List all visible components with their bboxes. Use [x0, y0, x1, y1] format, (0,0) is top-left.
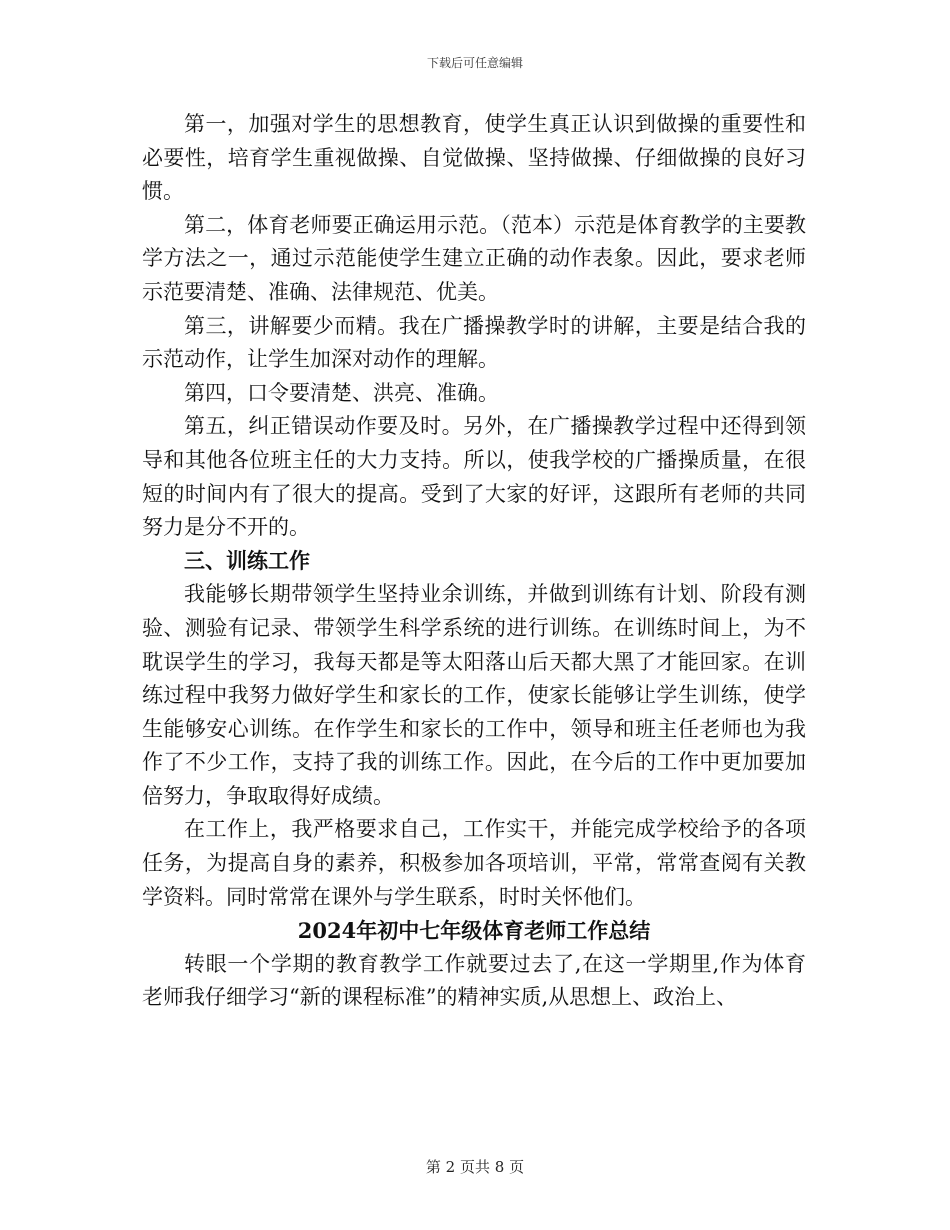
paragraph-8: 转眼一个学期的教育教学工作就要过去了,在这一学期里,作为体育老师我仔细学习“新的课程标准”的精神实质,从思想上、政治上、 [142, 951, 806, 1010]
paragraph-1: 第一，加强对学生的思想教育，使学生真正认识到做操的重要性和必要性，培育学生重视做操、自觉做操、坚持做操、仔细做操的良好习惯。 [142, 112, 806, 204]
document-body [142, 108, 806, 1015]
document-title: 2024年初中七年级体育老师工作总结 [297, 918, 651, 944]
page-footer: 第 2 页共 8 页 [425, 1158, 525, 1176]
section-heading-training: 三、训练工作 [184, 548, 310, 573]
paragraph-5: 第五，纠正错误动作要及时。另外，在广播操教学过程中还得到领导和其他各位班主任的大力支持。所以，使我学校的广播操质量，在很短的时间内有了很大的提高。受到了大家的好评，这跟所有老师的共同努力是分不开的。 [142, 414, 806, 540]
paragraph-2: 第二，体育老师要正确运用示范。（范本）示范是体育教学的主要教学方法之一，通过示范能使学生建立正确的动作表象。因此，要求老师示范要清楚、准确、法律规范、优美。 [142, 212, 806, 304]
paragraph-3: 第三，讲解要少而精。我在广播操教学时的讲解，主要是结合我的示范动作，让学生加深对动作的理解。 [142, 313, 806, 372]
page-header: 下载后可任意编辑 [426, 56, 523, 70]
paragraph-7: 在工作上，我严格要求自己，工作实干，并能完成学校给予的各项任务，为提高自身的素养，积极参加各项培训，平常，常常查阅有关教学资料。同时常常在课外与学生联系，时时关怀他们。 [142, 817, 806, 909]
paragraph-6: 我能够长期带领学生坚持业余训练，并做到训练有计划、阶段有测验、测验有记录、带领学生科学系统的进行训练。在训练时间上，为不耽误学生的学习，我每天都是等太阳落山后天都大黑了才能回家。在训练过程中我努力做好学生和家长的工作，使家长能够让学生训练，使学生能够安心训练。在作学生和家长的工作中，领导和班主任老师也为我作了不少工作，支持了我的训练工作。因此，在今后的工作中更加要加倍努力，争取取得好成绩。 [142, 582, 806, 808]
paragraph-4: 第四，口令要清楚、洪亮、准确。 [184, 380, 499, 405]
